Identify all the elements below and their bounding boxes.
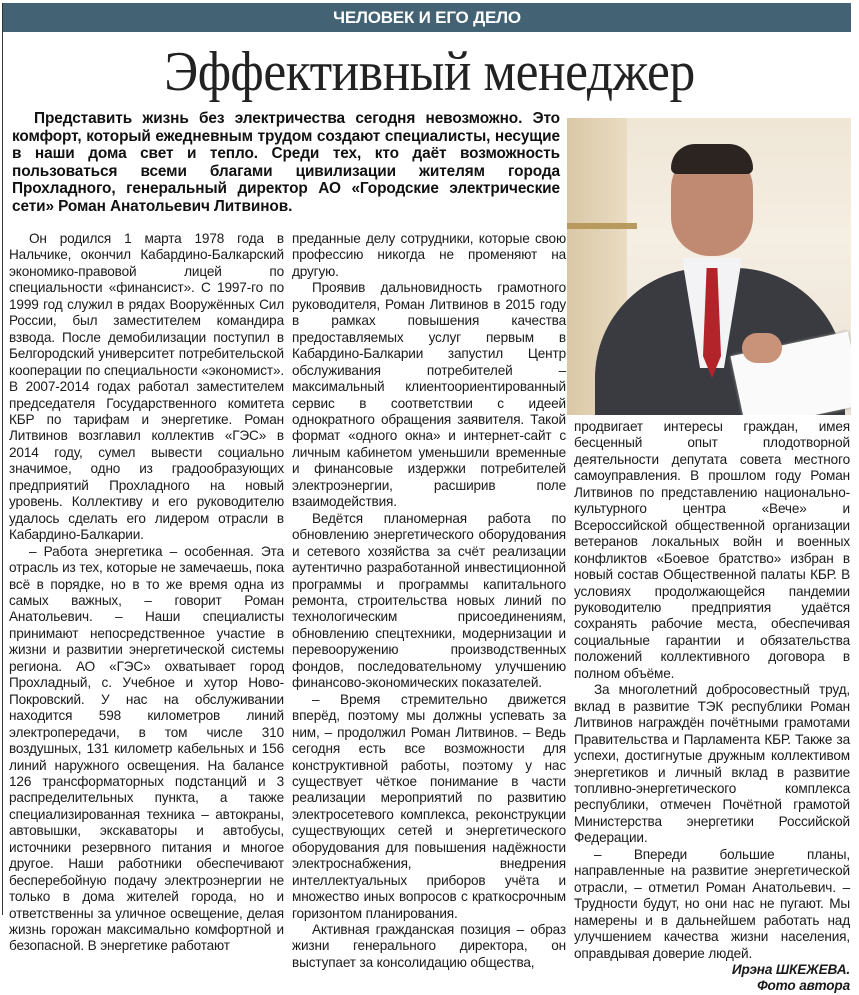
- left-rule: [2, 3, 3, 915]
- paragraph: – Время стремительно движется вперёд, поэтому мы должны успевать за ним, – продолжил Роман Литвинов. – Ведь сегодня есть все возможности для конструктивной работы, поэтому у нас существует чёткое понимание в части реализации мероприятий по развитию электросетевого комплекса, реконструкции существующих сетей и энергетического оборудования для повышения надёжности электроснабжения, внедрения интеллектуальных приборов учёта и множество иных вопросов с краткосрочным горизонтом планирования.: [292, 691, 566, 921]
- section-rubric: ЧЕЛОВЕК И ЕГО ДЕЛО: [3, 3, 851, 32]
- photo-shelf: [567, 223, 637, 229]
- paragraph: преданные делу сотрудники, которые свою профессию никогда не променяют на другую.: [292, 231, 566, 279]
- author-byline: Ирэна ШКЕЖЕВА.: [731, 961, 850, 977]
- paragraph: Ведётся планомерная работа по обновлению энергетического оборудования и сетевого хозяйства за счёт реализации аутентично разработанной инвестиционной программы и программы капитального ремонта, строительства новых линий по технологическим присоединениям, обновлению спецтехники, модернизации и перевооружению производственных фондов, последовательному улучшению финансово-экономических показателей.: [292, 510, 566, 691]
- paragraph: – Впереди большие планы, направленные на развитие энергетической отрасли, – отметил Роман Анатольевич. – Трудности будут, но они нас не пугают. Мы намерены и в дальнейшем работать над улучшением качества жизни населения, оправдывая доверие людей.: [574, 846, 850, 961]
- paragraph: За многолетний добросовестный труд, вклад в развитие ТЭК республики Роман Литвинов награждён почётными грамотами Правительства и Парламента КБР. Также за успехи, достигнутые дружным коллективом энергетиков и личный вклад в развитие топливно-энергетического комплекса республики, отмечен Почётной грамотой Министерства энергетики Российской Федерации.: [574, 682, 850, 846]
- photo-hand: [742, 333, 782, 363]
- text-column-1: [9, 231, 284, 955]
- photo-credit: Фото автора: [757, 978, 850, 994]
- paragraph: Он родился 1 марта 1978 года в Нальчике, окончил Кабардино-Балкарский экономико-правовой лицей по специальности «финансист». С 1997-го по 1999 год служил в рядах Вооружённых Сил России, был заместителем командира взвода. После демобилизации поступил в Белгородский университет потребительской кооперации по специальности «экономист». В 2007-2014 годах работал заместителем председателя Государственного комитета КБР по тарифам и энергетике. Роман Литвинов возглавил коллектив «ГЭС» в 2014 году, сумел вывести социально значимое, одно из градообразующих предприятий Прохладного на новый уровень. Коллективу и его руководителю удалось сделать его лидером отрасли в Кабардино-Балкарии.: [9, 231, 284, 543]
- text-column-2: [292, 231, 566, 971]
- photo-hair: [671, 144, 753, 174]
- article-photo: [567, 118, 851, 415]
- article-title: Эффективный менеджер: [164, 41, 695, 103]
- paragraph: – Работа энергетика – особенная. Эта отрасль из тех, которые не замечаешь, пока всё в порядке, но в то же время одна из самых важных, – говорит Роман Анатольевич. – Наши специалисты принимают непосредственное участие в жизни и развитии энергетической системы региона. АО «ГЭС» охватывает город Прохладный, с. Учебное и хутор Ново-Покровский. У нас на обслуживании находится 598 километров линий электропередачи, в том числе 310 воздушных, 131 километр кабельных и 156 линий наружного освещения. На балансе 126 трансформаторных подстанций и 3 распределительных пункта, а также специализированная техника – автокраны, автовышки, экскаваторы и автобусы, источники резервного питания и многое другое. Наши работники обеспечивают бесперебойную подачу электроэнергии не только в дома жителей города, но и ответственны за уличное освещение, делая жизнь горожан максимально комфортной и безопасной. В энергетике работают: [9, 543, 284, 954]
- paragraph: Проявив дальновидность грамотного руководителя, Роман Литвинов в 2015 году в рамках повышения качества предоставляемых услуг первым в Кабардино-Балкарии запустил Центр обслуживания потребителей – максимальный клиентоориентированный сервис в соответствии с идеей однократного обращения заявителя. Такой формат «одного окна» и интернет-сайт с личным кабинетом уменьшили временные и финансовые издержки потребителей электроэнергии, расширив поле взаимодействия.: [292, 280, 566, 510]
- text-column-3: [574, 419, 850, 995]
- article-lead: Представить жизнь без электричества сегодня невозможно. Это комфорт, который ежедневным трудом создают специалисты, несущие в наши дома свет и тепло. Среди тех, кто даёт возможность пользоваться всеми благами цивилизации жителям города Прохладного, генеральный директор АО «Городские электрические сети» Роман Анатольевич Литвинов.: [12, 110, 560, 215]
- paragraph: Активная гражданская позиция – образ жизни генерального директора, он выступает за консолидацию общества,: [292, 922, 566, 970]
- paragraph: продвигает интересы граждан, имея бесценный опыт плодотворной деятельности депутата совета местного самоуправления. В прошлом году Роман Литвинов по представлению национально-культурного центра «Вече» и Всероссийской общественной организации ветеранов локальных войн и военных конфликтов «Боевое братство» избран в новый состав Общественной палаты КБР. В условиях продолжающейся пандемии руководителю предприятия удаётся сохранять рабочие места, обеспечивая социальные гарантии и обязательства положений коллективного договора в полном объёме.: [574, 419, 850, 681]
